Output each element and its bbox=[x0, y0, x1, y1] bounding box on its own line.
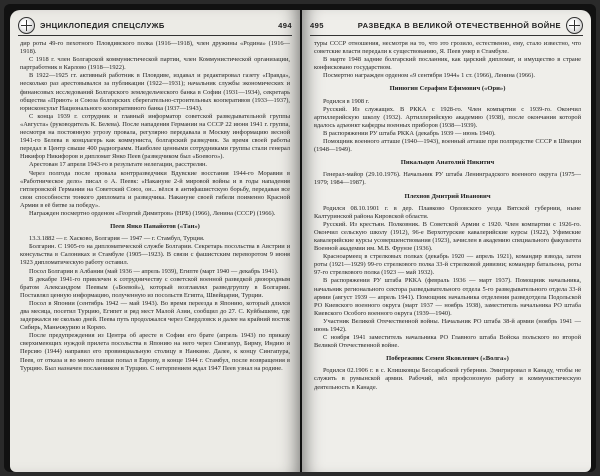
paragraph: дир роты 49-го пехотного Пловдивского полка (1916—1918), член дружины «Родина» (1916—1918). bbox=[20, 40, 290, 56]
section-title: Плехнов Дмитрий Иванович bbox=[404, 192, 491, 200]
paragraph: Посмертно награжден орденом «9 сентября 1944» 1 ст. (1966), Ленина (1966). bbox=[323, 72, 535, 80]
paragraph: С 1918 г. член Болгарской коммунистической партии, член Коммунистической организации, партработник в Карлово (1918—1922). bbox=[20, 56, 290, 72]
paragraph: Русский. Из крестьян. Полковник. В Советской Армии с 1920. Член компартии с 1926-го. Окончил сельскую школу (1912), 96-е Верхотурские кавалерийские курсы (1922), Уфимские кавалерийские курсы усовершенствования (1923), зачислен в академию специального факультета Военной академии им. М.В. Фрунзе (1936). bbox=[314, 220, 581, 253]
paragraph: В марте 1948 задние болгарский посланник, как царский дипломат, и имущество в стране конфисковано государством. bbox=[314, 56, 581, 72]
section-title: Пинюгин Серафим Ефимович («Ори») bbox=[389, 85, 506, 93]
left-page-header bbox=[18, 16, 292, 36]
section-title: Пикальцев Анатолий Никитич bbox=[400, 159, 495, 167]
paragraph: Родился 08.10.1901 г. в дер. Плавково Орловского уезда Вятской губернии, ныне Калтуринской района Кировской области. bbox=[314, 204, 581, 220]
paragraph: Через полгода после провала контрразведчики Вдувские восстания 1944-го Моравии в «Работническое дело» писал о А. Пеевк: «Накануне 2-й мировой войны и в годы нападения гитлеровской Германии на Советский Союз, он... вёлся в антифашистскую борьбу, передавая все свои способности тонкого дипломата и разведчика. Накануне своей гибели поименно Красной Армии в её битве за победу». bbox=[20, 169, 290, 209]
globe-icon bbox=[566, 17, 583, 34]
right-page bbox=[302, 10, 591, 472]
paragraph: Помощник военного атташе (1940—1943), военный атташе при полпредстве СССР в Швеции (1948—1949). bbox=[314, 138, 581, 154]
paragraph: Посол в Японии (сентябрь 1942 — май 1943). Во время переезда в Японию, который длился два месяца, посетил Турцию, Египет и ряд мест Малой Азии, сообщил до 27. С. Куйбышеве, где задержался не сколько дней. Пеева путь продолжался через Свердловск и далее на крайний восток Сибирь, Маньчжурию и Корею. bbox=[20, 299, 290, 332]
paragraph: Посол Болгарии в Албании (май 1936 — апрель 1939), Египте (март 1940 — декабрь 1941). bbox=[29, 267, 279, 275]
paragraph: В декабре 1941-го привлечен к сотрудничеству с советской военной разведкой двоюродным братом Александром Пеевым («Боевой»), который возглавлял разведгруппу в Болгарии. Поставлял ценную информацию, полученную из посольств Египта, Швейцарии, Турции. bbox=[20, 275, 290, 299]
book-spread bbox=[4, 4, 596, 472]
paragraph: Родился в 1908 г. bbox=[323, 97, 370, 105]
paragraph: В 1922—1925 гг. активный работник в Пловдиве, издавал и редактировал газету «Правда», несколько раз арестовывался за публикации (1922—1931); начальник службы экономических и финансовых исследований Болгарского земледельческого банка в Софии (1931—1934), секретарь общества «Приют» и Союза болгарских сберегательно-строительных кооперативов (1933—1937), юрисконсульт Национального кооперативного банка (1937—1943). bbox=[20, 72, 290, 112]
paragraph: С конца 1939 г. сотрудник и главный информатор советской разведывательной группы «Августа» (руководитель К. Белева). После нападения Германии на СССР 22 июня 1941 г. группа, несмотря на постоянную угрозу провала, регулярно передавала в Москву информацию весной 1941-го Белева в концлагерь как коммуниста, болгарский разведчик. За время своей работы передал в Центр свыше 400 радиограмм. Наиболее ценными сотрудниками группы стали генерал Никифор Никифоров и дипломат Янко Пеев (разведчиком был «Боевого»). bbox=[20, 112, 290, 161]
paragraph: В распоряжении РУ штаба РККА (декабрь 1939 — июнь 1940). bbox=[323, 129, 496, 137]
paragraph: туры СССР отношения, несмотря на то, что это грозило, естественно, ему, стало известно, что советские власти передали к существованию, Я. Пеев умер в Стамбуле. bbox=[314, 40, 581, 56]
section-title: Побережник Семен Яковлевич («Волга») bbox=[386, 355, 509, 363]
globe-icon bbox=[18, 17, 35, 34]
paragraph: Болгарин. С 1905-го на дипломатической службе Болгарии. Секретарь посольства в Австрии и консульства в Салониках и Стамбуле (1905—1923). В связи с фашистским переворотом 9 июня 1923 дипломатическую работу оставил. bbox=[20, 243, 290, 267]
left-header-title: ЭНЦИКЛОПЕДИЯ СПЕЦСЛУЖБ bbox=[40, 21, 165, 30]
paragraph: Родился 02.1906 г. в с. Клишковцы Бессарабской губернии. Эмигрировал в Канаду, чтобы не служить в румынской армии. Рабочий, вёл профсоюзную работу и коммунистическую деятельность в Канаде. bbox=[314, 367, 581, 391]
paragraph: После предупреждения из Центра об аресте в Софии его брате (апрель 1943) по приказу сверхимеющих нуждой прилета посольства в Японию на него через Сингапур, Бирму, Индию и Персию (1944) направил его провинциальную столицу в Нанкине. Далее, к концу Сингапура, Пеев, от отказа и во много пешки попал в Европу, в конце 1944 г. Стамбул, после возвращения в Турцию. Был назначен посланником в Турцию. С нетерпением ждал 1947 Пеев узнал на родине. bbox=[20, 332, 290, 372]
paragraph: Арестован 17 апреля 1943-го в результате нелегации, расстрелян. bbox=[29, 161, 208, 169]
right-page-header bbox=[310, 16, 583, 36]
paragraph: Участник Великой Отечественной войны. Начальник РО штаба 38-й армии (ноябрь 1941 — июнь 1942). bbox=[314, 317, 581, 333]
paragraph: Награжден посмертно орденом «Георгий Димитров» (НРБ) (1966), Ленина (СССР) (1966). bbox=[29, 209, 276, 217]
left-page bbox=[10, 10, 300, 472]
paragraph: С ноября 1941 заместитель начальника РО Главного штаба Войска польского во второй Великой Отечественной войне. bbox=[314, 334, 581, 350]
paragraph: Красноармеец в стрелковых полках (декабрь 1920 — апрель 1921), командир взвода, затем роты (1921—1929) 99-го стрелкового полка 33-й стрелковой дивизии; командир батальона, роты 97-го стрелкового полка (1923 — май 1932). bbox=[314, 253, 581, 277]
section-title: Пеев Янко Панайотов («Тан») bbox=[110, 223, 200, 231]
paragraph: Русский. Из служащих. В РККА с 1928-го. Член компартии с 1939-го. Окончил артиллерийскую школу (1932). Артиллерийскую академию (1938), после окончания которой вдалось адъюнкт кафедры военных приборов (1938—1939). bbox=[314, 105, 581, 129]
right-page-number: 495 bbox=[310, 21, 324, 30]
paragraph: Генерал-майор (29.10.1976). Начальник РУ штаба Ленинградского военного округа (1975—1979; 1984—1987). bbox=[314, 171, 581, 187]
right-page-text bbox=[314, 40, 581, 468]
left-page-text bbox=[20, 40, 290, 468]
left-page-number: 494 bbox=[278, 21, 292, 30]
paragraph: В распоряжении РУ штаба РККА (февраль 1936 — март 1937). Помощник начальника, начальник регионального сектора разведывательного отдела 5-го разведывательного отдела 33-й армии (август 1939 — апрель 1941). Помощник начальника отделения разведотдела Подольской РО Киевского военного округа (март 1937 — ноябрь 1938), заместитель начальника РО штаба Киевского Особого военного округа (1939—1940). bbox=[314, 277, 581, 317]
right-header-title: РАЗВЕДКА В ВЕЛИКОЙ ОТЕЧЕСТВЕННОЙ ВОЙНЕ bbox=[357, 21, 561, 30]
paragraph: 13.3.1882 — г. Хасково, Болгария — 1947 — г. Стамбул, Турция. bbox=[29, 235, 205, 243]
